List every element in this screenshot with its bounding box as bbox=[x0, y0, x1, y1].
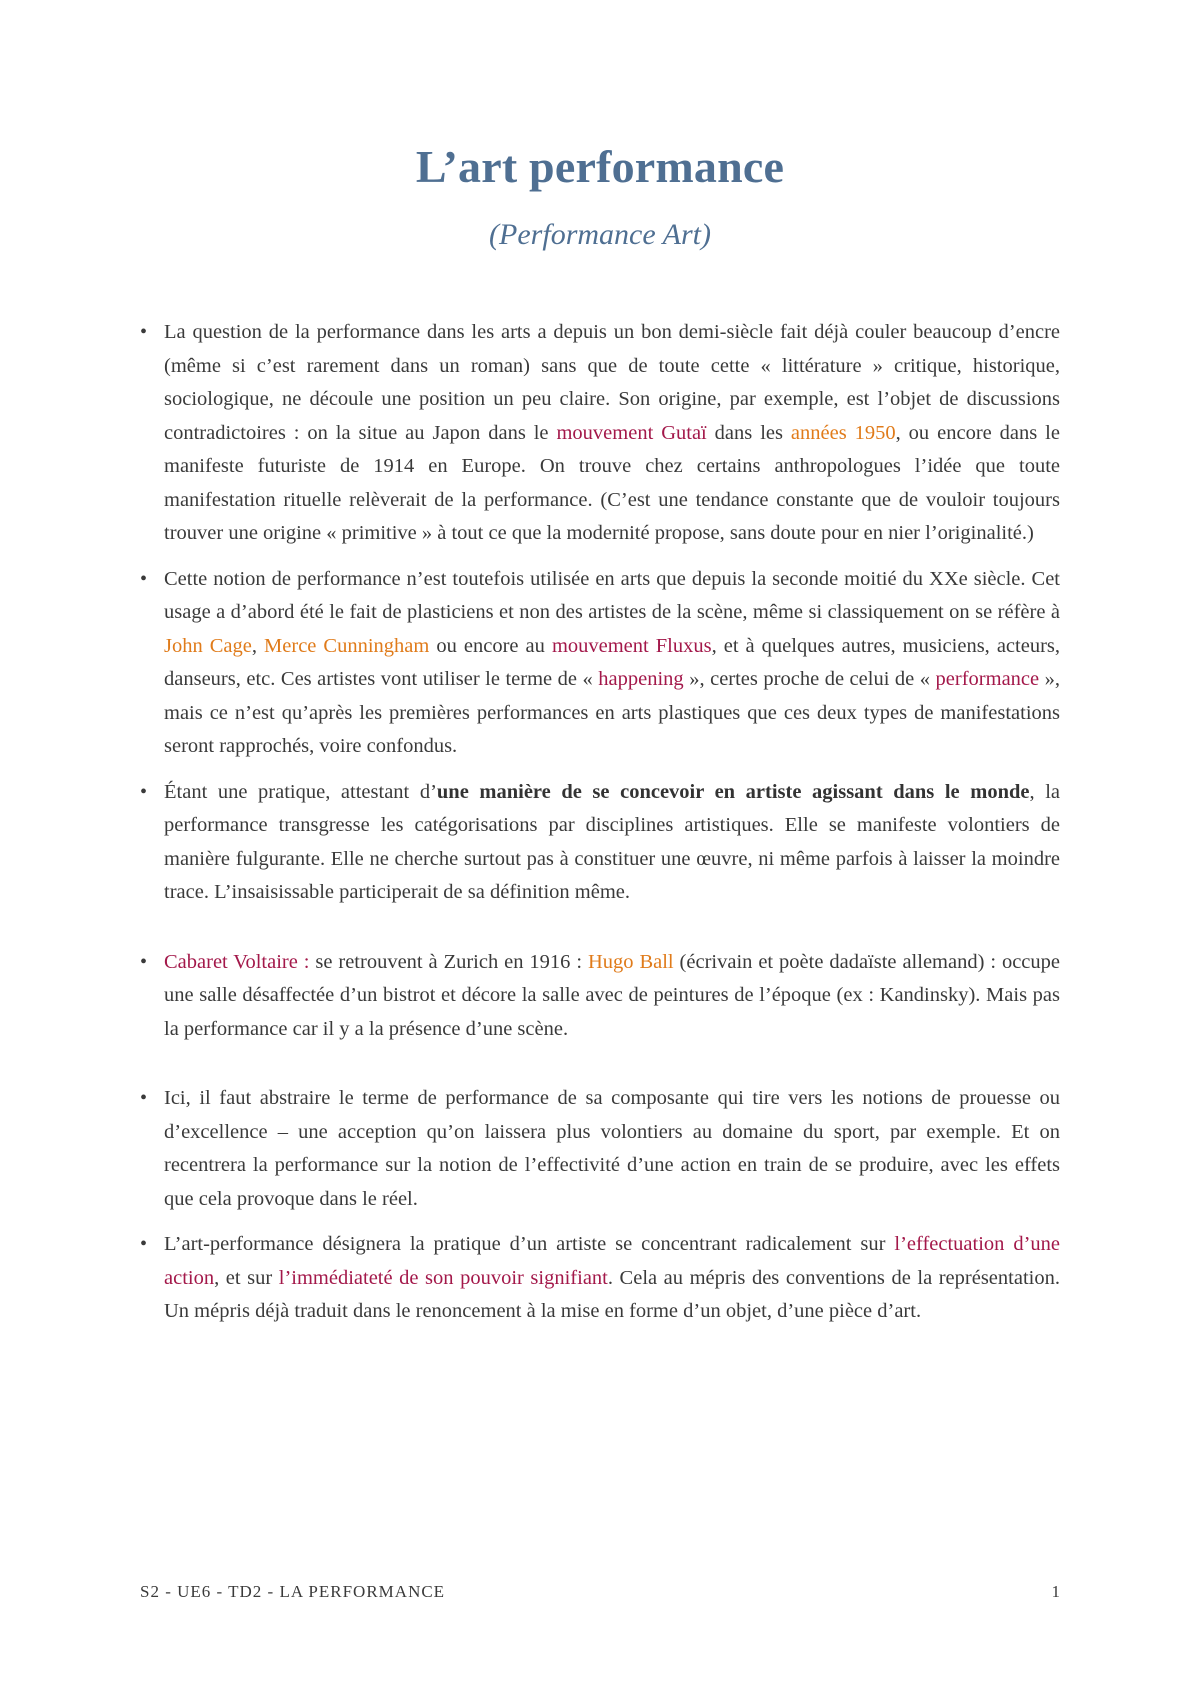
link-mouvement-fluxus[interactable]: mouvement Fluxus bbox=[551, 634, 712, 657]
list-item: • Cabaret Voltaire : se retrouvent à Zurich en 1916 : Hugo Ball (écrivain et poète dadaïste allemand) : occupe une salle désaffectée d’un bistrot et décore la salle avec de peintures de l’époque (ex : Kandinsky). Mais pas la performance car il y a la présence d’une scène. bbox=[140, 946, 1060, 1047]
list-item: • Cette notion de performance n’est toutefois utilisée en arts que depuis la seconde moitié du XXe siècle. Cet usage a d’abord été le fait de plasticiens et non des artistes de la scène, même si classiquement on se réfère à John Cage, Merce Cunningham ou encore au mouvement Fluxus, et à quelques autres, musiciens, acteurs, danseurs, etc. Ces artistes vont utiliser le terme de « happening », certes proche de celui de « performance », mais ce n’est qu’après les premières performances en arts plastiques que ces deux types de manifestations seront rapprochés, voire confondus. bbox=[140, 563, 1060, 764]
list-item: • Étant une pratique, attestant d’une manière de se concevoir en artiste agissant dans le monde, la performance transgresse les catégorisations par disciplines artistiques. Elle se manifeste volontiers de manière fulgurante. Elle ne cherche surtout pas à constituer une œuvre, ni même parfois à laisser la moindre trace. L’insaisissable participerait de sa définition même. bbox=[140, 776, 1060, 910]
link-hugo-ball[interactable]: Hugo Ball bbox=[587, 950, 674, 973]
page-title: L’art performance bbox=[415, 141, 785, 192]
link-effectuation-action[interactable]: l’effectuation d’une action bbox=[164, 1233, 1060, 1289]
bullet-marker: • bbox=[140, 567, 148, 590]
bold-emphasis: une manière de se concevoir en artiste agissant dans le monde bbox=[436, 780, 1030, 803]
link-immediatete-pouvoir-signifiant[interactable]: l’immédiateté de son pouvoir signifiant bbox=[278, 1266, 608, 1289]
footer-text: S2 - UE6 - TD2 - LA PERFORMANCE bbox=[140, 1582, 446, 1601]
link-cabaret-voltaire[interactable]: Cabaret Voltaire : bbox=[164, 950, 310, 973]
link-merce-cunningham[interactable]: Merce Cunningham bbox=[264, 634, 430, 657]
bullet-list bbox=[140, 316, 1060, 1341]
page-subtitle: (Performance Art) bbox=[489, 218, 711, 251]
link-mouvement-gutai[interactable]: mouvement Gutaï bbox=[556, 421, 707, 444]
bullet-marker: • bbox=[140, 321, 148, 343]
page-number: 1 bbox=[1051, 1582, 1060, 1601]
link-annees-1950[interactable]: années 1950 bbox=[790, 421, 896, 444]
link-performance[interactable]: performance bbox=[935, 668, 1040, 690]
bullet-marker: • bbox=[140, 950, 148, 973]
link-john-cage[interactable]: John Cage bbox=[164, 634, 252, 657]
list-item: • L’art-performance désignera la pratique d’un artiste se concentrant radicalement sur l’effectuation d’une action, et sur l’immédiateté de son pouvoir signifiant. Cela au mépris des conventions de la représentation. Un mépris déjà traduit dans le renoncement à la mise en forme d’un objet, d’une pièce d’art. bbox=[140, 1228, 1060, 1329]
link-happening[interactable]: happening bbox=[598, 668, 684, 690]
bullet-marker: • bbox=[140, 1087, 148, 1109]
list-item: • La question de la performance dans les arts a depuis un bon demi-siècle fait déjà couler beaucoup d’encre (même si c’est rarement dans un roman) sans que de toute cette « littérature » critique, historique, sociologique, ne découle une position un peu claire. Son origine, par exemple, est l’objet de discussions contradictoires : on la situe au Japon dans le mouvement Gutaï dans les années 1950, ou encore dans le manifeste futuriste de 1914 en Europe. On trouve chez certains anthropologues l’idée que toute manifestation rituelle relèverait de la performance. (C’est une tendance constante que de vouloir toujours trouver une origine « primitive » à tout ce que la modernité propose, sans doute pour en nier l’originalité.) bbox=[140, 316, 1060, 551]
list-item: • Ici, il faut abstraire le terme de performance de sa composante qui tire vers les notions de prouesse ou d’excellence – une acception qu’on laissera plus volontiers au domaine du sport, par exemple. Et on recentrera la performance sur la notion de l’effectivité d’une action en train de se produire, avec les effets que cela provoque dans le réel. bbox=[140, 1082, 1060, 1216]
bullet-marker: • bbox=[140, 780, 148, 803]
bullet-marker: • bbox=[140, 1233, 148, 1255]
